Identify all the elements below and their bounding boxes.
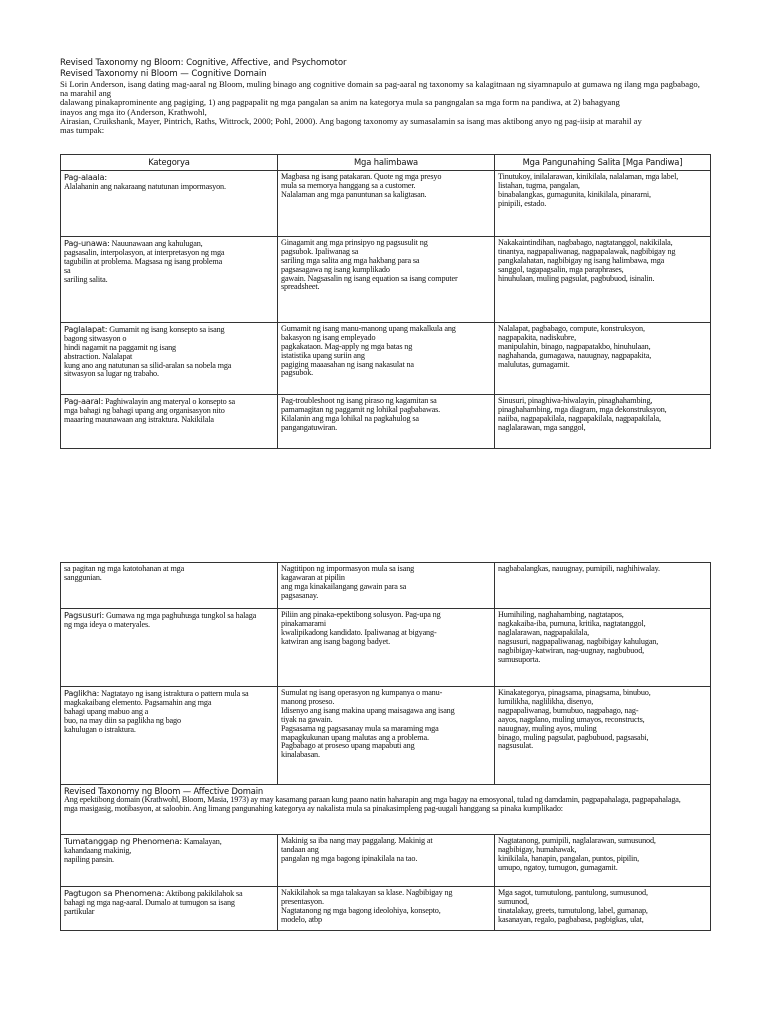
category-lead: Tumatanggap ng Phenomena: <box>64 836 182 846</box>
category-text: Kamalayan, kahandaang makinig, napiling pansin. <box>64 837 222 864</box>
affective-domain-intro-row <box>61 785 711 835</box>
verbs-cell: Sinusuri, pinaghiwa-hiwalayin, pinaghahambing, pinaghahambing, mga diagram, mga dekonstruksyon, naiiba, nagpapakilala, nagpapakilala, nagpapakilala, naglalarawan, mga sanggol, <box>495 394 711 448</box>
verbs-cell: Nakakaintindihan, nagbabago, nagtatanggol, nakikilala, tinantya, nagpapaliwanag, nagpapalawak, nagbibigay ng pangkalahatan, nagbibigay ng isang halimbawa, mga sanggol, tagapagsalin, mga paraphrases, hinuhulaan, muling pagsulat, pagbubuod, isinalin. <box>495 236 711 322</box>
table-row <box>61 835 711 887</box>
cognitive-table-page2 <box>60 562 711 931</box>
category-lead: Pagtugon sa Phenomena: <box>64 888 165 898</box>
category-text: Nagtatayo ng isang istraktura o pattern mula sa magkakaibang elemento. Pagsamahin ang mga bahagi upang mabuo ang a buo, na may diin sa paglikha ng bago kahulugan o istraktura. <box>64 689 249 734</box>
examples-cell: Piliin ang pinaka-epektibong solusyon. Pag-upa ng pinakamarami kwalipikadong kandidato. Ipaliwanag at bigyang- katwiran ang isang bagong badyet. <box>278 609 495 687</box>
category-lead: Pag-alaala: <box>64 171 107 182</box>
category-text: Nauunawaan ang kahulugan, pagsasalin, interpolasyon, at interpretasyon ng mga tagubilin at problema. Magsasa ng isang problema sa sariling salita. <box>64 238 225 284</box>
table-row <box>61 563 711 609</box>
category-lead: Paglikha: <box>64 688 100 698</box>
header-mga-pandiwa: Mga Pangunahing Salita [Mga Pandiwa] <box>495 155 711 171</box>
intro-paragraph: Si Lorin Anderson, isang dating mag-aaral ng Bloom, muling binago ang cognitive domain sa pag-aaral ng taxonomy sa kalagitnaan ng siyamnapulo at gumawa ng ilang mga pagbabago, na marahil ang dalawang pinakaprominente ang pagiging, 1) ang pagpapalit ng mga pangalan sa anim na kategorya mula sa pangngalan sa mga form na pandiwa, at 2) bahagyang inayos ang mga ito (Anderson, Krathwohl, Airasian, Cruikshank, Mayer, Pintrich, Raths, Wittrock, 2000; Pohl, 2000). Ang bagong taxonomy ay sumasalamin sa isang mas aktibong anyo ng pag-iisip at marahil ay mas tumpak: <box>60 79 700 136</box>
category-cell <box>61 835 278 887</box>
table-header-row <box>61 155 711 171</box>
verbs-cell: Nalalapat, pagbabago, compute, konstruksyon, nagpapakita, nadiskubre, manipulahin, binago, nagpapatakbo, hinuhulaan, naghahanda, gumagawa, nauugnay, nagpapakita, malulutas, gumagamit. <box>495 322 711 394</box>
category-cell <box>61 322 278 394</box>
category-text: Paghiwalayin ang materyal o konsepto sa mga bahagi ng bahagi upang ang organisasyon nito maaaring maunawaan ang istraktura. Nakikilala <box>64 396 235 424</box>
title-bloom-taxonomy: Revised Taxonomy ng Bloom: Cognitive, Affective, and Psychomotor <box>60 58 347 68</box>
examples-cell: Pag-troubleshoot ng isang piraso ng kagamitan sa pamamagitan ng paggamit ng lohikal pagbabawas. Kilalanin ang mga lohikal na pagkahulog sa pangangatuwiran. <box>278 394 495 448</box>
examples-cell: Magbasa ng isang patakaran. Quote ng mga presyo mula sa memorya hanggang sa a customer. Nalalaman ang mga panuntunan sa kaligtasan. <box>278 170 495 236</box>
examples-cell: Nagtitipon ng impormasyon mula sa isang kagawaran at pipilin ang mga kinakailangang gawain para sa pagsasanay. <box>278 563 495 609</box>
table-row <box>61 170 711 236</box>
verbs-cell: Nagtatanong, pumipili, naglalarawan, sumusunod, nagbibigay, humahawak, kinikilala, hanapin, pangalan, puntos, pipilin, umupo, ngatoy, tumugon, gumagamit. <box>495 835 711 887</box>
category-cell <box>61 236 278 322</box>
table-row <box>61 687 711 785</box>
category-cell: sa pagitan ng mga katotohanan at mga sanggunian. <box>61 563 278 609</box>
category-cell <box>61 687 278 785</box>
header-kategorya: Kategorya <box>61 155 278 171</box>
category-lead: Pag-unawa: <box>64 237 110 248</box>
examples-cell: Gumamit ng isang manu-manong upang makalkula ang bakasyon ng isang empleyado pagkakataon. Mag-apply ng mga batas ng istatistika upang suriin ang pagiging maaasahan ng isang nakasulat na pagsubok. <box>278 322 495 394</box>
category-text: Aktibong pakikilahok sa bahagi ng mga nag-aaral. Dumalo at tumugon sa isang partikular <box>64 889 243 916</box>
verbs-cell: Kinakategorya, pinagsama, pinagsama, binubuo, lumilikha, naglilikha, disenyo, nagpapaliwanag, bumubuo, nagpabago, nag- aayos, nagplano, muling umayos, reconstructs, nauugnay, muling ayos, muling binago, muling pagsulat, pagbubuod, pagsasabi, nagsusulat. <box>495 687 711 785</box>
affective-paragraph: Ang epektibong domain (Krathwohl, Bloom, Masia, 1973) ay may kasamang paraan kung paano natin haharapin ang mga bagay na emosyonal, tulad ng damdamin, pagpapahalaga, pagpapahalaga, mga masigasig, motibasyon, at saloobin. Ang limang pangunahing kategorya ay nakalista mula sa pinakasimpleng pag-uugali hanggang sa pinaka kumplikado: <box>64 794 681 813</box>
category-lead: Paglalapat: <box>64 323 108 334</box>
header-mga-halimbawa: Mga halimbawa <box>278 155 495 171</box>
table-row <box>61 322 711 394</box>
category-text: Alalahanin ang nakaraang natutunan impormasyon. <box>64 181 226 191</box>
table-row <box>61 394 711 448</box>
category-text: Gumawa ng mga paghuhusga tungkol sa halaga ng mga ideya o materyales. <box>64 611 257 629</box>
examples-cell: Nakikilahok sa mga talakayan sa klase. Nagbibigay ng presentasyon. Nagtatanong ng mga bagong ideolohiya, konsepto, modelo, atbp <box>278 887 495 931</box>
category-cell <box>61 170 278 236</box>
category-text: Gumamit ng isang konsepto sa isang bagong sitwasyon o hindi nagamit na paggamit ng isang abstraction. Nalalapat kung ano ang natutunan sa silid-aralan sa nobela mga sitwasyon sa lugar ng trabaho. <box>64 324 232 379</box>
verbs-cell: Tinutukoy, inilalarawan, kinikilala, nalalaman, mga label, listahan, tugma, pangalan, binabalangkas, gumagunita, kinikilala, pinararni, pinipili, estado. <box>495 170 711 236</box>
table-row <box>61 236 711 322</box>
category-lead: Pagsusuri: <box>64 610 105 620</box>
examples-cell: Makinig sa iba nang may paggalang. Makinig at tandaan ang pangalan ng mga bagong ipinakilala na tao. <box>278 835 495 887</box>
verbs-cell: Mga sagot, tumutulong, pantulong, sumusunod, sumunod, tinatalakay, greets, tumutulong, label, gumanap, kasanayan, regalo, pagbabasa, pagbigkas, ulat, <box>495 887 711 931</box>
category-cell <box>61 887 278 931</box>
cognitive-table-page1 <box>60 154 711 449</box>
category-cell <box>61 394 278 448</box>
affective-domain-title: Revised Taxonomy ng Bloom — Affective Domain <box>64 786 264 796</box>
intro-section <box>60 58 710 135</box>
title-cognitive-domain: Revised Taxonomy ni Bloom — Cognitive Domain <box>60 69 267 79</box>
examples-cell: Ginagamit ang mga prinsipyo ng pagsusulit ng pagsubok. Ipaliwanag sa sariling mga salita ang mga hakbang para sa pagsasagawa ng isang kumplikado gawain. Nagsasalin ng isang equation sa isang computer spreadsheet. <box>278 236 495 322</box>
table-row <box>61 887 711 931</box>
examples-cell: Sumulat ng isang operasyon ng kumpanya o manu- manong proseso. Idisenyo ang isang makina upang maisagawa ang isang tiyak na gawain. Pagsasama ng pagsasanay mula sa maraming mga mapagkukunan upang malutas ang a problema. Pagbabago at proseso upang mapabuti ang kinalabasan. <box>278 687 495 785</box>
table-row <box>61 609 711 687</box>
verbs-cell: Humihiling, naghahambing, nagtatapos, nagkakaiba-iba, pumuna, kritika, nagtatanggol, naglalarawan, nagpapakilala, nagsusuri, nagpapaliwanag, nagbibigay kahulugan, nagbibigay-katwiran, nag-uugnay, nagbubuod, sumusuporta. <box>495 609 711 687</box>
category-lead: Pag-aaral: <box>64 395 104 406</box>
verbs-cell: nagbabalangkas, nauugnay, pumipili, naghihiwalay. <box>495 563 711 609</box>
category-cell <box>61 609 278 687</box>
affective-intro-cell <box>61 785 711 835</box>
